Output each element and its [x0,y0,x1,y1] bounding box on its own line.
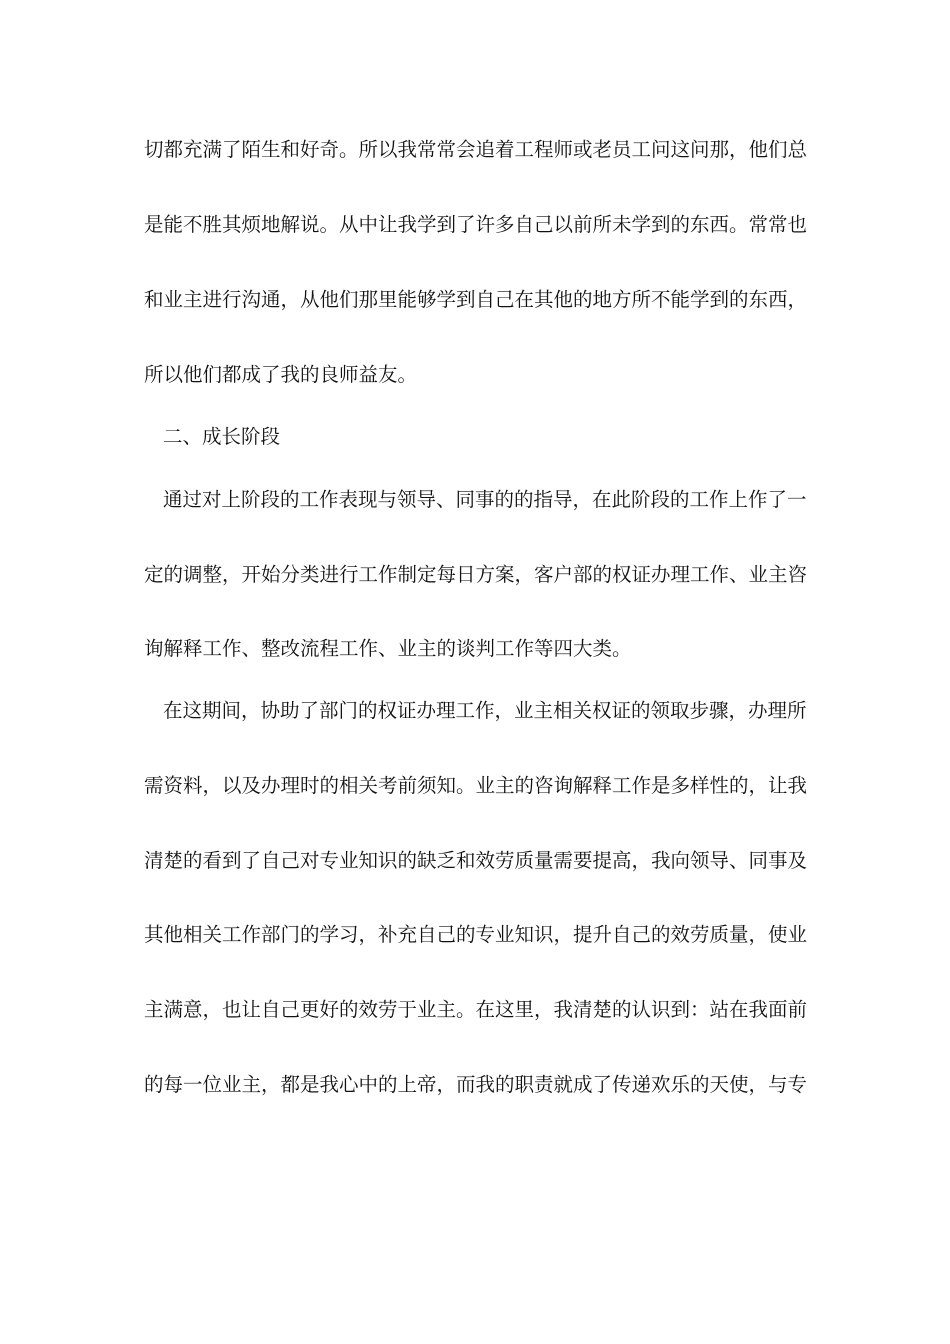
paragraph-line: 询解释工作、整改流程工作、业主的谈判工作等四大类。 [144,637,632,660]
paragraph-line: 切都充满了陌生和好奇。所以我常常会追着工程师或老员工问这问那，他们总 [144,138,808,161]
paragraph-line: 清楚的看到了自己对专业知识的缺乏和效劳质量需要提高，我向领导、同事及 [144,849,808,872]
paragraph-line: 在这期间，协助了部门的权证办理工作，业主相关权证的领取步骤，办理所 [163,699,807,722]
paragraph-line: 通过对上阶段的工作表现与领导、同事的的指导，在此阶段的工作上作了一 [163,488,807,511]
paragraph-line: 其他相关工作部门的学习，补充自己的专业知识，提升自己的效劳质量，使业 [144,923,808,946]
paragraph-line: 和业主进行沟通，从他们那里能够学到自己在其他的地方所不能学到的东西， [144,288,808,311]
paragraph-line: 需资料，以及办理时的相关考前须知。业主的咨询解释工作是多样性的，让我 [144,774,808,797]
paragraph-line: 主满意，也让自己更好的效劳于业主。在这里，我清楚的认识到：站在我面前 [144,998,808,1021]
paragraph-line: 的每一位业主，都是我心中的上帝，而我的职责就成了传递欢乐的天使，与专 [144,1073,808,1096]
paragraph-line: 定的调整，开始分类进行工作制定每日方案，客户部的权证办理工作、业主咨 [144,563,808,586]
section-heading: 二、成长阶段 [163,425,281,448]
paragraph-line: 所以他们都成了我的良师益友。 [144,363,418,386]
paragraph-line: 是能不胜其烦地解说。从中让我学到了许多自己以前所未学到的东西。常常也 [144,213,808,236]
